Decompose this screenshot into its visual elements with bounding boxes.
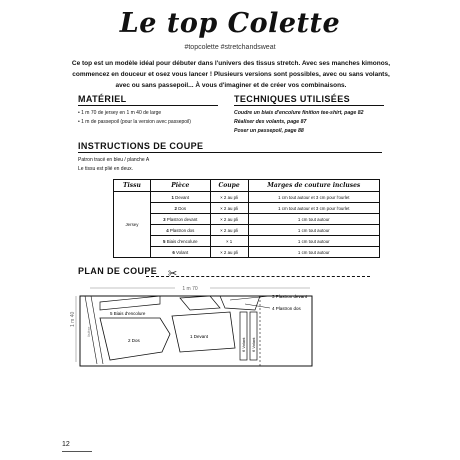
page-title: Le top Colette (119, 8, 341, 39)
hashtags: #topcolette #stretchandsweat (184, 44, 276, 51)
piece-devant (172, 312, 235, 352)
piece-label: 6 Volant (251, 337, 256, 352)
instructions-heading: INSTRUCTIONS DE COUPE (78, 141, 382, 153)
table-row (114, 203, 380, 214)
table-header: Tissu (114, 180, 151, 192)
table-header: Pièce (150, 180, 210, 192)
piece-volant (240, 312, 257, 360)
piece-label: 3 Plastron devant (272, 294, 308, 299)
coupe-cell: × 1 (210, 236, 248, 247)
page-number: 12 (62, 441, 70, 448)
marges-cell: 1 cm tout autour et 3 cm pour l'ourlet (248, 203, 379, 214)
piece-label: 1 Devant (190, 334, 209, 339)
table-row (114, 214, 380, 225)
piece-cell: 1 Devant (150, 192, 210, 203)
piece-label: 2 Dos (128, 338, 140, 343)
piece-cell: 2 Dos (150, 203, 210, 214)
coupe-cell: × 2 au pli (210, 192, 248, 203)
marges-cell: 1 cm tout autour (248, 214, 379, 225)
piece-cell: 5 Biais d'encolure (150, 236, 210, 247)
width-label: 1 m 70 (182, 286, 198, 292)
marges-cell: 1 cm tout autour (248, 247, 379, 258)
materiel-heading: MATÉRIEL (78, 94, 218, 106)
cut-line (146, 276, 370, 277)
technique-item: Coudre un biais d'encolure finition tee-shirt, page 82 (234, 110, 364, 116)
piece-plastron-devant (180, 296, 220, 310)
tissu-cell: Jersey (114, 192, 151, 258)
coupe-cell: × 2 au pli (210, 203, 248, 214)
table-header: Marges de couture incluses (248, 180, 379, 192)
piece-label: 6 Volant (241, 337, 246, 352)
coupe-cell: × 2 au pli (210, 247, 248, 258)
coupe-cell: × 2 au pli (210, 214, 248, 225)
piece-plastron-dos (220, 296, 260, 310)
techniques-heading: TECHNIQUES UTILISÉES (234, 94, 384, 106)
leader-lines (230, 296, 270, 308)
technique-item: Réaliser des volants, page 87 (234, 119, 307, 125)
marges-cell: 1 cm tout autour et 3 cm pour l'ourlet (248, 192, 379, 203)
height-label: 1 m 40 (70, 311, 76, 327)
footer-rule (62, 451, 92, 452)
table-row (114, 192, 380, 203)
materiel-item: • 1 m 70 de jersey en 1 m 40 de large (78, 110, 162, 116)
instructions-line: Patron tracé en bleu / planche A (78, 157, 150, 163)
materiel-section (78, 94, 218, 127)
cutting-table (113, 179, 380, 258)
table-header: Coupe (210, 180, 248, 192)
plan-heading-row (78, 266, 374, 280)
instructions-section (78, 141, 382, 174)
technique-item: Poser un passepoil, page 88 (234, 128, 304, 134)
piece-label: 5 Biais d'encolure (110, 311, 146, 316)
table-row (114, 236, 380, 247)
cutting-layout-diagram (70, 282, 375, 432)
piece-biais-encolure (100, 296, 160, 316)
table-header-row (114, 180, 380, 192)
coupe-cell: × 2 au pli (210, 225, 248, 236)
scissors-icon: ✂ (168, 268, 178, 280)
piece-label: 4 Plastron dos (272, 306, 301, 311)
materiel-item: • 1 m de passepoil (pour la version avec passepoil) (78, 119, 191, 125)
piece-cell: 6 Volant (150, 247, 210, 258)
marges-cell: 1 cm tout autour (248, 225, 379, 236)
marges-cell: 1 cm tout autour (248, 236, 379, 247)
selvage-label: lisière (86, 326, 91, 337)
piece-dos (100, 318, 170, 360)
piece-cell: 4 Plastron dos (150, 225, 210, 236)
table-row (114, 247, 380, 258)
instructions-line: Le tissu est plié en deux. (78, 166, 134, 172)
techniques-section (234, 94, 384, 136)
intro-paragraph: Ce top est un modèle idéal pour débuter dans l'univers des tissus stretch. Avec ses manches kimonos, commencez en douceur et osez vous lancer ! Plusieurs versions sont possibles, avec ou sans volants, avec ou sans passepoil... À vous d'imaginer et de créer vos combinaisons. (71, 60, 391, 89)
table-row (114, 225, 380, 236)
piece-cell: 3 Plastron devant (150, 214, 210, 225)
plan-heading: PLAN DE COUPE (78, 266, 158, 276)
